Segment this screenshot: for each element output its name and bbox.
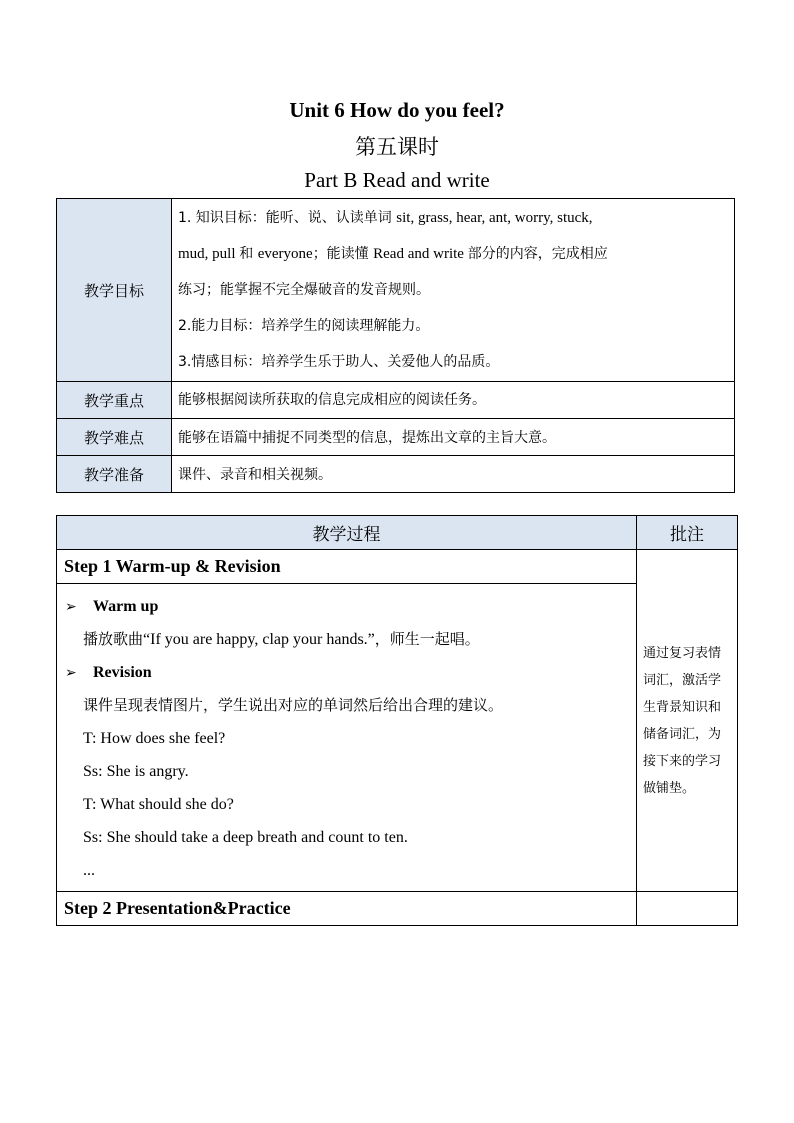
objective-line-2-section: Read and write — [373, 246, 468, 262]
process-table — [56, 515, 738, 926]
dialogue-line: ... — [83, 862, 95, 879]
dialogue-line: Ss: She should take a deep breath and count to ten. — [83, 829, 408, 846]
step1-title-row — [57, 550, 738, 584]
note-line-6: 做铺垫。 — [643, 780, 696, 796]
preparation-row — [57, 456, 735, 493]
dialogue-line: Ss: She is angry. — [83, 763, 189, 780]
arrow-bullet-icon: ➢ — [65, 599, 77, 615]
dialogue-line: T: How does she feel? — [83, 730, 226, 747]
step1-body — [57, 584, 637, 892]
objective-line-2-tail: 部分的内容，完成相应 — [467, 246, 608, 262]
revision-heading — [57, 656, 636, 689]
dialogue-line: T: What should she do? — [83, 796, 234, 813]
lesson-number: 第五课时 — [355, 135, 439, 159]
warmup-text — [57, 623, 636, 656]
difficulties-content — [172, 419, 735, 456]
warmup-heading — [57, 590, 636, 623]
unit-title: Unit 6 How do you feel? — [289, 98, 505, 122]
preparation-text: 课件、录音和相关视频。 — [178, 467, 332, 483]
objective-line-4-text: 2.能力目标：培养学生的阅读理解能力。 — [178, 318, 430, 334]
preparation-label: 教学准备 — [57, 456, 172, 493]
note-line-2: 词汇，激活学 — [643, 672, 722, 688]
objective-line-1-words: sit, grass, hear, ant, worry, stuck, — [396, 210, 593, 226]
objective-line-4 — [178, 308, 728, 344]
step1-title: Step 1 Warm-up & Revision — [57, 550, 637, 584]
objective-line-3 — [178, 272, 728, 308]
objective-line-5 — [178, 344, 728, 380]
objectives-content — [172, 199, 735, 382]
difficulties-text: 能够在语篇中捕捉不同类型的信息，提炼出文章的主旨大意。 — [178, 430, 556, 446]
note-line-1: 通过复习表情 — [643, 645, 722, 661]
process-header-row — [57, 516, 738, 550]
objective-line-2-everyone: everyone — [257, 246, 313, 262]
objective-line-2-words: mud, pull — [178, 246, 240, 262]
warmup-text-cn: 播放歌曲 — [83, 630, 144, 648]
objective-line-2 — [178, 236, 728, 272]
arrow-bullet-icon: ➢ — [65, 665, 77, 681]
key-points-content — [172, 382, 735, 419]
objective-line-1 — [178, 200, 728, 236]
difficulties-label: 教学难点 — [57, 419, 172, 456]
step1-body-row — [57, 584, 738, 892]
step2-title-row — [57, 892, 738, 926]
goals-table — [56, 198, 735, 493]
key-points-row — [57, 382, 735, 419]
warmup-text-tail: ，师生一起唱。 — [374, 630, 480, 648]
step2-title: Step 2 Presentation&Practice — [57, 892, 637, 926]
warmup-heading-text: Warm up — [93, 598, 159, 615]
objective-line-2-cn: ；能读懂 — [312, 246, 374, 262]
objective-line-2-and: 和 — [239, 246, 258, 262]
key-points-text: 能够根据阅读所获取的信息完成相应的阅读任务。 — [178, 392, 486, 408]
note-line-3: 生背景知识和 — [643, 699, 722, 715]
objectives-label: 教学目标 — [57, 199, 172, 382]
objective-line-5-text: 3.情感目标：培养学生乐于助人、关爱他人的品质。 — [178, 354, 500, 370]
warmup-song: “If you are happy, clap your hands.” — [143, 631, 375, 648]
key-points-label: 教学重点 — [57, 382, 172, 419]
revision-heading-text: Revision — [93, 664, 152, 681]
note-line-5: 接下来的学习 — [643, 753, 722, 769]
part-title: Part B Read and write — [304, 168, 490, 192]
step1-note — [637, 550, 738, 892]
difficulties-row — [57, 419, 735, 456]
revision-text — [57, 689, 636, 722]
objectives-row — [57, 199, 735, 382]
objective-line-3-text: 练习；能掌握不完全爆破音的发音规则。 — [178, 282, 430, 298]
notes-header: 批注 — [637, 516, 738, 550]
note-line-4: 储备词汇，为 — [643, 726, 722, 742]
step2-note — [637, 892, 738, 926]
preparation-content — [172, 456, 735, 493]
objective-line-1-cn: 1. 知识目标：能听、说、认读单词 — [178, 210, 397, 226]
revision-text-cn: 课件呈现表情图片，学生说出对应的单词然后给出合理的建议。 — [83, 696, 504, 714]
process-header: 教学过程 — [57, 516, 637, 550]
